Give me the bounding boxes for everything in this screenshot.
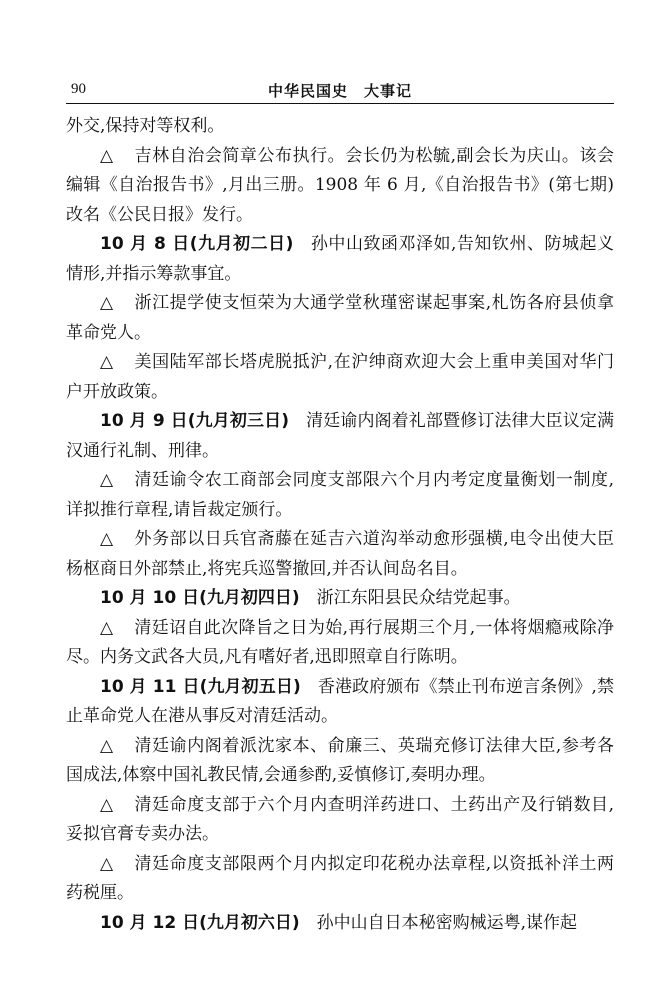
page-number: 90 bbox=[71, 81, 86, 97]
paragraph-text: 外交,保持对等权利。 bbox=[66, 116, 225, 136]
entry-date: 10 月 9 日(九月初三日) bbox=[100, 411, 290, 431]
page-header bbox=[66, 77, 614, 104]
entry-date: 10 月 10 日(九月初四日) bbox=[100, 588, 300, 608]
dated-entry bbox=[66, 584, 614, 614]
paragraph-text: 孙中山致函邓泽如,告知钦州、防城起义情形,并指示筹款事宜。 bbox=[66, 234, 615, 284]
chronicle-body bbox=[66, 112, 614, 938]
triangle-marker-icon: △ bbox=[100, 352, 114, 372]
triangle-marker-icon: △ bbox=[100, 145, 114, 166]
triangle-marker-icon: △ bbox=[100, 293, 114, 313]
paragraph-text: 清廷诏自此次降旨之日为始,再行展期三个月,一体将烟瘾戒除净尽。内务文武各大员,凡有嗜好者,迅即照章自行陈明。 bbox=[66, 617, 614, 667]
dated-entry bbox=[66, 230, 614, 289]
paragraph-text: 吉林自治会简章公布执行。会长仍为松毓,副会长为庆山。该会编辑《自治报告书》,月出三册。1908 年 6 月,《自治报告书》(第七期)改名《公民日报》发行。 bbox=[66, 145, 614, 225]
dated-entry bbox=[66, 407, 614, 466]
event-paragraph bbox=[66, 466, 614, 525]
paragraph-text: 清廷命度支部于六个月内查明洋药进口、土药出产及行销数目,妥拟官膏专卖办法。 bbox=[66, 794, 614, 844]
event-paragraph bbox=[66, 525, 614, 584]
paragraph-text: 美国陆军部长塔虎脱抵沪,在沪绅商欢迎大会上重申美国对华门户开放政策。 bbox=[66, 352, 614, 402]
triangle-marker-icon: △ bbox=[100, 853, 114, 874]
event-paragraph bbox=[66, 142, 614, 231]
event-paragraph bbox=[66, 791, 614, 850]
event-paragraph bbox=[66, 850, 614, 909]
paragraph-text: 清廷谕内阁着礼部暨修订法律大臣议定满汉通行礼制、刑律。 bbox=[66, 411, 615, 461]
entry-date: 10 月 12 日(九月初六日) bbox=[100, 912, 300, 933]
event-paragraph bbox=[66, 289, 614, 348]
entry-date: 10 月 8 日(九月初二日) bbox=[100, 234, 294, 254]
paragraph-text: 孙中山自日本秘密购械运粤,谋作起 bbox=[316, 912, 578, 933]
paragraph-text: 清廷谕内阁着派沈家本、俞廉三、英瑞充修订法律大臣,参考各国成法,体察中国礼教民情,会通参酌,妥慎修订,奏明办理。 bbox=[66, 735, 614, 785]
dated-entry bbox=[66, 909, 614, 939]
triangle-marker-icon: △ bbox=[100, 470, 114, 490]
paragraph-text: 香港政府颁布《禁止刊布逆言条例》,禁止革命党人在港从事反对清廷活动。 bbox=[66, 676, 615, 726]
triangle-marker-icon: △ bbox=[100, 794, 114, 815]
dated-entry bbox=[66, 673, 614, 732]
triangle-marker-icon: △ bbox=[100, 735, 114, 756]
paragraph-text: 清廷命度支部限两个月内拟定印花税办法章程,以资抵补洋土两药税厘。 bbox=[66, 853, 614, 903]
event-paragraph bbox=[66, 614, 614, 673]
paragraph-text: 浙江东阳县民众结党起事。 bbox=[316, 588, 521, 608]
running-title: 中华民国史 大事记 bbox=[267, 82, 412, 100]
paragraph-text: 清廷谕令农工商部会同度支部限六个月内考定度量衡划一制度,详拟推行章程,请旨裁定颁行。 bbox=[66, 470, 614, 520]
entry-date: 10 月 11 日(九月初五日) bbox=[100, 676, 301, 697]
event-paragraph bbox=[66, 348, 614, 407]
paragraph bbox=[66, 112, 614, 142]
triangle-marker-icon: △ bbox=[100, 617, 114, 638]
paragraph-text: 外务部以日兵官斋藤在延吉六道沟举动愈形强横,电令出使大臣杨枢商日外部禁止,将宪兵巡警撤回,并否认间岛名目。 bbox=[66, 529, 614, 579]
event-paragraph bbox=[66, 732, 614, 791]
paragraph-text: 浙江提学使支恒荣为大通学堂秋瑾密谋起事案,札饬各府县侦拿革命党人。 bbox=[66, 293, 614, 343]
triangle-marker-icon: △ bbox=[100, 529, 114, 549]
